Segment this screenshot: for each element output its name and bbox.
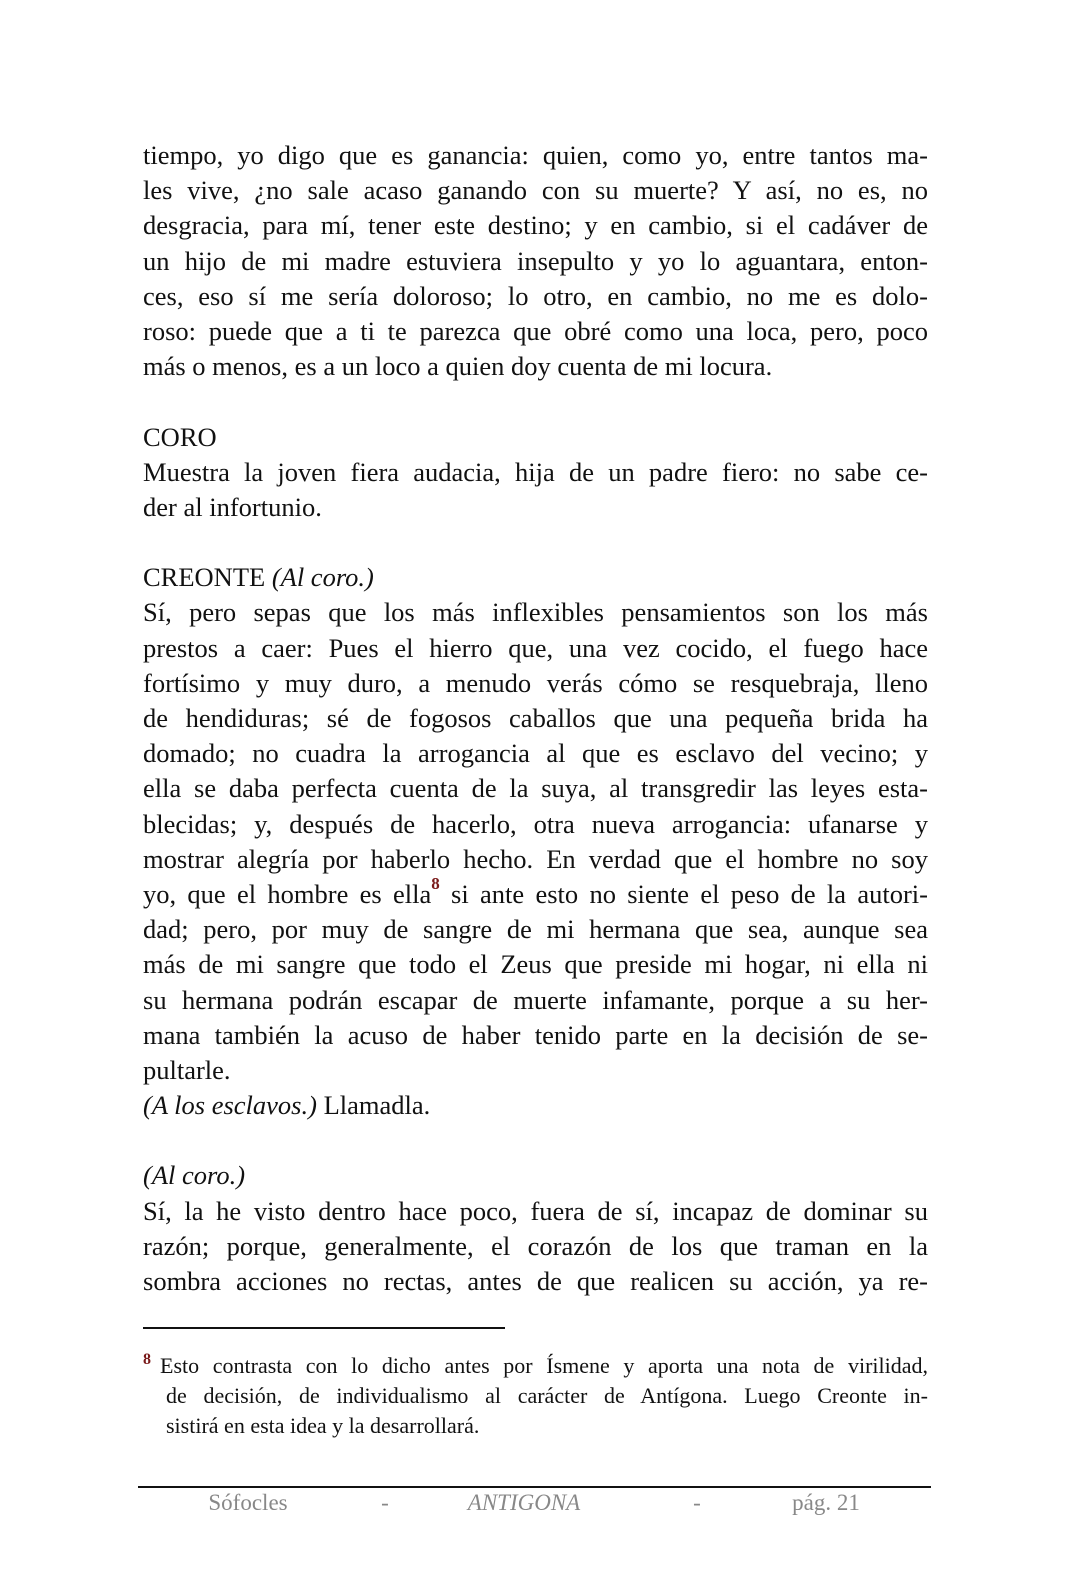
text-segment: más de mi sangre que todo el Zeus que preside mi hogar, ni ella ni <box>143 949 928 980</box>
text-segment: CORO <box>143 421 217 452</box>
footer-title: ANTIGONA <box>467 1490 581 1515</box>
footnote-separator <box>143 1327 505 1329</box>
text-line <box>143 138 928 173</box>
text-line <box>143 1194 928 1229</box>
text-segment: prestos a caer: Pues el hierro que, una vez cocido, el fuego hace <box>143 632 928 663</box>
text-line <box>143 842 928 877</box>
text-segment: Llamadla. <box>316 1090 431 1121</box>
text-segment: pultarle. <box>143 1054 231 1085</box>
footer-separator: - <box>693 1490 701 1515</box>
text-line <box>143 1018 928 1053</box>
blank-line <box>143 384 928 419</box>
footnote-number: 8 <box>143 1351 151 1368</box>
text-segment: Muestra la joven fiera audacia, hija de un padre fiero: no sabe ce- <box>143 456 928 487</box>
text-line <box>143 560 928 595</box>
text-segment: Sí, la he visto dentro hace poco, fuera de sí, incapaz de dominar su <box>143 1195 928 1226</box>
text-segment: domado; no cuadra la arrogancia al que es esclavo del vecino; y <box>143 738 928 769</box>
footnote <box>143 1351 928 1441</box>
text-segment: de hendiduras; sé de fogosos caballos que una pequeña brida ha <box>143 703 928 733</box>
stage-direction: (Al coro.) <box>143 1160 246 1191</box>
text-line <box>143 807 928 842</box>
footnote-reference[interactable]: 8 <box>431 876 440 893</box>
text-line <box>143 1088 928 1123</box>
text-segment: un hijo de mi madre estuviera insepulto y yo lo aguantara, enton- <box>143 245 928 276</box>
text-segment: der al infortunio. <box>143 491 322 522</box>
text-line <box>143 771 928 806</box>
text-segment: yo, que el hombre es ella <box>143 878 432 909</box>
text-segment: razón; porque, generalmente, el corazón de los que traman en la <box>143 1230 928 1261</box>
stage-direction: (A los esclavos.) <box>143 1090 317 1121</box>
text-line <box>143 455 928 490</box>
text-segment: mostrar alegría por haberlo hecho. En verdad que el hombre no soy <box>143 843 928 874</box>
stage-direction: (Al coro.) <box>271 562 374 593</box>
footnote-text: Esto contrasta con lo dicho antes por Ísmene y aporta una nota de virilidad, <box>160 1353 928 1378</box>
text-line <box>143 877 928 912</box>
text-segment: tiempo, yo digo que es ganancia: quien, como yo, entre tantos ma- <box>143 140 928 170</box>
text-line <box>143 701 928 736</box>
text-line <box>143 420 928 455</box>
text-line <box>143 1229 928 1264</box>
text-segment: si ante esto no siente el peso de la autori- <box>439 878 928 909</box>
footer-page-number: pág. 21 <box>792 1490 860 1515</box>
text-segment: les vive, ¿no sale acaso ganando con su muerte? Y así, no es, no <box>143 175 928 206</box>
footnote-line: sistirá en esta idea y la desarrollará. <box>166 1413 480 1438</box>
footer-separator: - <box>381 1490 389 1515</box>
text-line <box>143 631 928 666</box>
text-line <box>143 1158 928 1193</box>
text-line <box>143 736 928 771</box>
text-segment: Sí, pero sepas que los más inflexibles pensamientos son los más <box>143 597 928 628</box>
footer-author: Sófocles <box>208 1490 288 1515</box>
text-line <box>143 314 928 349</box>
text-line <box>143 349 928 384</box>
text-segment: más o menos, es a un loco a quien doy cuenta de mi locura. <box>143 351 773 382</box>
text-line <box>143 983 928 1018</box>
text-segment: fortísimo y muy duro, a menudo verás cómo se resquebraja, lleno <box>143 667 928 698</box>
body-text <box>143 138 928 1299</box>
text-line <box>143 490 928 525</box>
text-line <box>143 912 928 947</box>
text-segment: sombra acciones no rectas, antes de que realicen su acción, ya re- <box>143 1266 928 1296</box>
footer-rule <box>138 1486 931 1488</box>
blank-line <box>143 1123 928 1158</box>
text-line <box>143 173 928 208</box>
text-line <box>143 666 928 701</box>
text-segment: ella se daba perfecta cuenta de la suya, al transgredir las leyes esta- <box>143 773 928 804</box>
text-segment: ces, eso sí me sería doloroso; lo otro, en cambio, no me es dolo- <box>143 280 928 311</box>
text-line <box>143 1053 928 1088</box>
text-segment: su hermana podrán escapar de muerte infamante, porque a su her- <box>143 984 928 1015</box>
text-segment: CREONTE <box>143 562 272 593</box>
text-segment: dad; pero, por muy de sangre de mi hermana que sea, aunque sea <box>143 914 928 945</box>
text-line <box>143 208 928 243</box>
text-segment: roso: puede que a ti te parezca que obré como una loca, pero, poco <box>143 315 928 346</box>
footnote-line <box>143 1351 928 1381</box>
footnote-line: de decisión, de individualismo al carácter de Antígona. Luego Creonte in- <box>166 1383 928 1408</box>
text-line <box>143 244 928 279</box>
text-segment: blecidas; y, después de hacerlo, otra nueva arrogancia: ufanarse y <box>143 808 928 839</box>
text-segment: mana también la acuso de haber tenido parte en la decisión de se- <box>143 1019 928 1050</box>
text-line <box>143 947 928 982</box>
blank-line <box>143 525 928 560</box>
text-line <box>143 595 928 630</box>
page-footer <box>0 1490 1080 1522</box>
text-line <box>143 1264 928 1299</box>
text-line <box>143 279 928 314</box>
text-segment: desgracia, para mí, tener este destino; y en cambio, si el cadáver de <box>143 210 928 241</box>
